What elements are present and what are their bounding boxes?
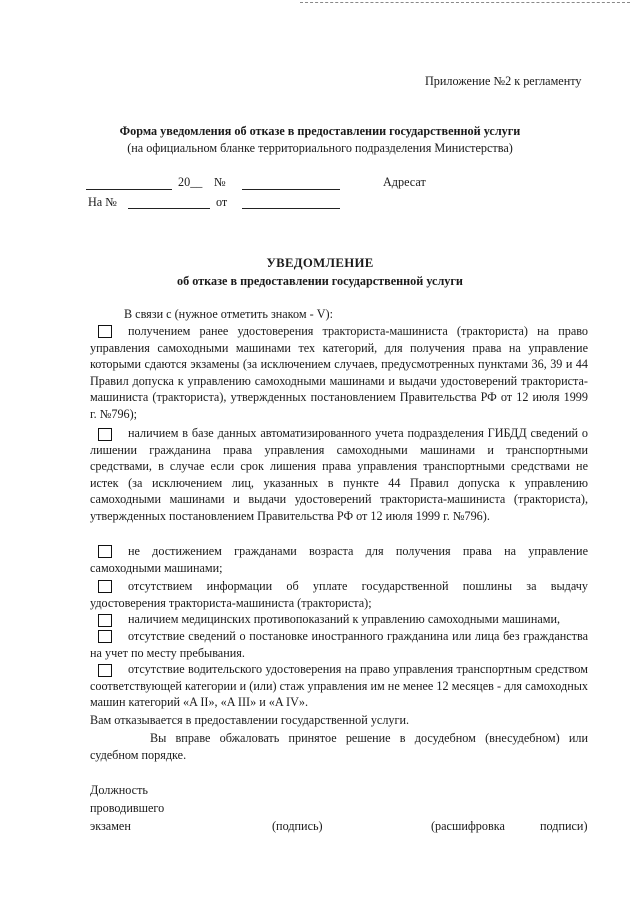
ref-date-label: от (216, 195, 228, 209)
position-line-2: проводившего (90, 801, 165, 815)
number-label: № (214, 175, 226, 189)
reason-text-7: отсутствие водительского удостоверения на право управления транспортным средством соответствующей категории и (или) стаж управления им не менее 12 месяцев - для самоходных машин категорий «A II», «A III» и «A IV». (90, 662, 588, 710)
reason-text-6: отсутствие сведений о постановке иностранного гражданина или лица без гражданства на учет по месту пребывания. (90, 629, 588, 660)
reason-text-2: наличием в базе данных автоматизированного учета подразделения ГИБДД сведений о лишении гражданина права управления самоходными машинами и транспортными средствами, в случае если срок лишения права управления транспортными средствами не истек (за исключением лиц, указанных в пункте 44 Правил допуска к управлению самоходными машинами и выдачи удостоверений тракториста-машиниста (тракториста), утвержденных постановлением Правительства РФ от 12 июля 1999 г. №796). (90, 426, 588, 523)
form-title: Форма уведомления об отказе в предоставлении государственной услуги (119, 124, 521, 138)
number-blank[interactable] (242, 189, 340, 190)
appeal-text: Вы вправе обжаловать принятое решение в досудебном (внесудебном) или судебном порядке. (90, 731, 588, 762)
year-label: 20__ (178, 175, 203, 189)
signature-decode-label-1: (расшифровка (431, 819, 505, 833)
position-line-3: экзамен (90, 819, 131, 833)
intro-text: В связи с (нужное отметить знаком - V): (124, 307, 333, 321)
ref-number-blank[interactable] (128, 208, 210, 209)
form-subtitle: (на официальном бланке территориального подразделения Министерства) (127, 141, 513, 155)
signature-label: (подпись) (272, 819, 323, 833)
scan-top-edge (300, 2, 630, 3)
notice-title: УВЕДОМЛЕНИЕ (266, 256, 374, 270)
reason-text-3: не достижением гражданами возраста для получения права на управление самоходными машинами; (90, 544, 588, 575)
signature-decode-label-2: подписи) (540, 819, 588, 833)
reason-text-5: наличием медицинских противопоказаний к управлению самоходными машинами, (128, 612, 561, 626)
refusal-text: Вам отказывается в предоставлении государственной услуги. (90, 713, 410, 727)
ref-date-blank[interactable] (242, 208, 340, 209)
reason-text-1: получением ранее удостоверения тракториста-машиниста (тракториста) на право управления самоходными машинами тех категорий, для получения права на управление которыми сдаются экзамены (за исключением случаев, предусмотренных пунктами 36, 39 и 44 Правил допуска к управлению самоходными машинами и выдачи удостоверений тракториста-машиниста (тракториста), утвержденных постановлением Правительства РФ от 12 июля 1999 г. №796); (90, 324, 588, 421)
reason-text-4: отсутствием информации об уплате государственной пошлины за выдачу удостоверения тракториста-машиниста (тракториста); (90, 579, 588, 610)
addressee-label: Адресат (383, 175, 426, 189)
notice-subtitle: об отказе в предоставлении государственной услуги (177, 274, 463, 288)
position-line-1: Должность (90, 783, 148, 797)
date-blank[interactable] (86, 189, 172, 190)
ref-number-label: На № (88, 195, 117, 209)
appendix-label: Приложение №2 к регламенту (425, 74, 582, 88)
